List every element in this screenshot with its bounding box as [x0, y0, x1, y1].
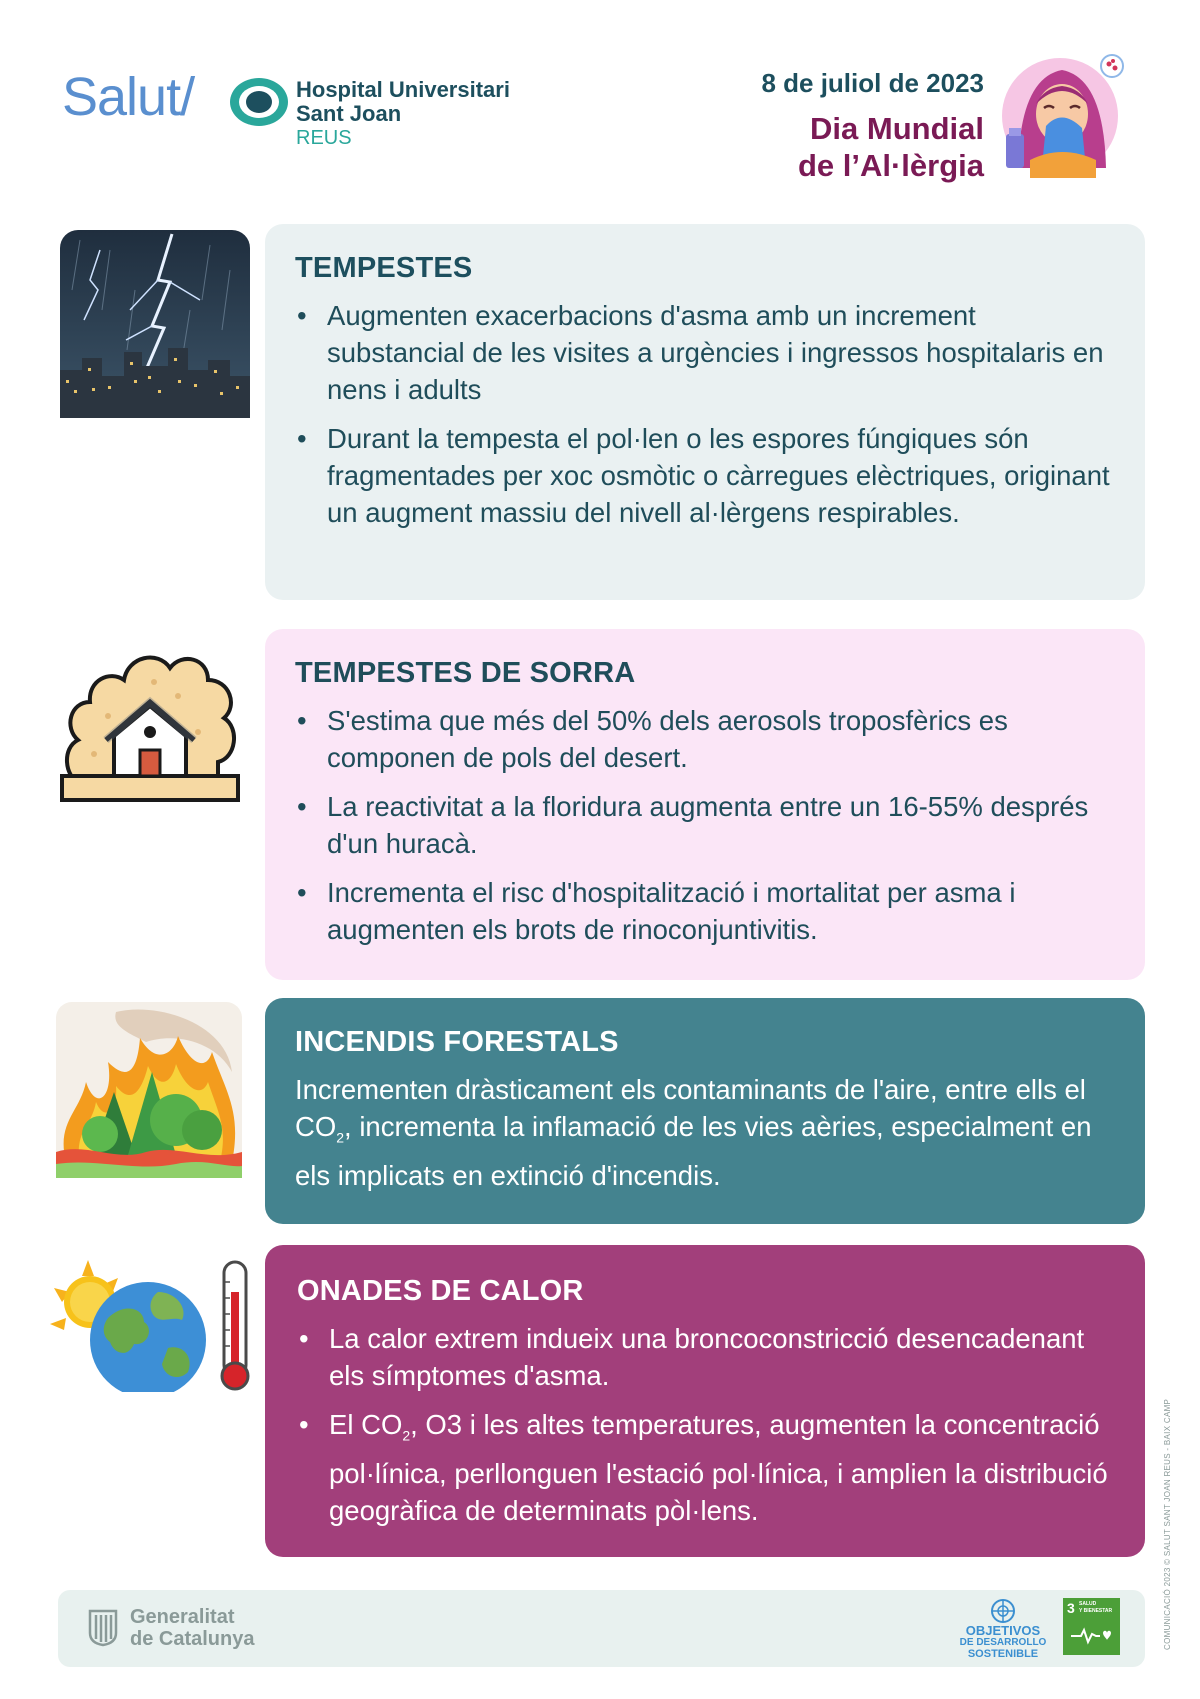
forest-fire-icon: [56, 1002, 242, 1178]
sdg3-label2: Y BIENESTAR: [1079, 1608, 1113, 1614]
co2-subscript: 2: [336, 1129, 345, 1146]
card-tempestes-sorra: [265, 629, 1145, 980]
event-title: [798, 110, 984, 184]
generalitat-text: [130, 1606, 254, 1650]
calor-bullet2-b: , O3 i les altes temperatures, augmenten la concentració pol·línica, perllonguen l'estació pol·línica, i amplien la distribució geogràfica de determinats pòl·lens.: [329, 1409, 1108, 1526]
list-item: • Incrementa el risc d'hospitalització i mortalitat per asma i augmenten els brots de rinoconjuntivitis.: [295, 874, 1115, 948]
card-incendis-text-a: Incrementen dràsticament els contaminants de l'aire, entre ells el CO: [295, 1074, 1086, 1142]
event-date: 8 de juliol de 2023: [761, 68, 984, 98]
sandstorm-house-icon: [58, 636, 242, 806]
heartbeat-icon: [1069, 1624, 1114, 1646]
card-calor-title: ONADES DE CALOR: [297, 1275, 584, 1307]
card-incendis-title: INCENDIS FORESTALS: [295, 1026, 619, 1058]
card-tempestes: [265, 224, 1145, 600]
ods-logo: [958, 1598, 1048, 1660]
sneezing-woman-icon: [1000, 48, 1130, 178]
card-incendis-text-b: , incrementa la inflamació de les vies aèries, especialment en els implicats en extinció d'incendis.: [295, 1111, 1092, 1191]
card-calor-list: [297, 1320, 1113, 1529]
salut-logo-text: Salut/: [62, 67, 195, 127]
card-incendis: [265, 998, 1145, 1224]
un-emblem-icon: [990, 1598, 1016, 1624]
calor-bullet2-a: El CO: [329, 1409, 403, 1440]
sdg3-label1: SALUD: [1079, 1601, 1097, 1607]
ods-line2: DE DESARROLLO: [959, 1637, 1047, 1648]
hospital-name-line1: Hospital Universitari: [296, 77, 510, 102]
event-title-line1: Dia Mundial: [810, 111, 984, 146]
ods-line1: OBJETIVOS: [965, 1623, 1041, 1638]
generalitat-logo-icon: [86, 1607, 120, 1647]
card-sorra-list: [295, 702, 1115, 948]
card-incendis-text: [295, 1071, 1115, 1194]
sdg3-number: 3: [1067, 1600, 1075, 1616]
list-item: • S'estima que més del 50% dels aerosols troposfèrics es componen de pols del desert.: [295, 702, 1115, 776]
card-sorra-title: TEMPESTES DE SORRA: [295, 657, 636, 689]
hospital-city: REUS: [296, 127, 352, 149]
list-item: • La calor extrem indueix una broncoconstricció desencadenant els símptomes d'asma.: [297, 1320, 1113, 1394]
hospital-name: [296, 78, 510, 150]
heat-earth-thermometer-icon: [48, 1258, 252, 1392]
generalitat-line2: de Catalunya: [130, 1628, 255, 1650]
event-title-line2: de l’Al·lèrgia: [797, 148, 984, 183]
copyright-note: COMUNICACIÓ 2023 © SALUT SANT JOAN REUS - BAIX CAMP: [1163, 1398, 1172, 1650]
card-tempestes-list: [295, 297, 1115, 531]
list-item: [297, 1406, 1113, 1529]
list-item: • Durant la tempesta el pol·len o les espores fúngiques són fragmentades per xoc osmòtic o càrregues elèctriques, originant un augment massiu del nivell al·lèrgens respirables.: [295, 420, 1115, 531]
co2-subscript: 2: [402, 1427, 411, 1444]
sdg3-badge: [1063, 1598, 1120, 1655]
ods-line3: SOSTENIBLE: [967, 1648, 1039, 1660]
list-item: • Augmenten exacerbacions d'asma amb un increment substancial de les visites a urgències i ingressos hospitalaris en nens i adults: [295, 297, 1115, 408]
card-onades-calor: [265, 1245, 1145, 1557]
hospital-logo-icon: [228, 76, 290, 128]
card-tempestes-title: TEMPESTES: [295, 252, 473, 284]
generalitat-line1: Generalitat: [130, 1606, 235, 1628]
lightning-storm-icon: [60, 230, 250, 418]
hospital-name-line2: Sant Joan: [296, 101, 402, 126]
list-item: • La reactivitat a la floridura augmenta entre un 16-55% després d'un huracà.: [295, 788, 1115, 862]
